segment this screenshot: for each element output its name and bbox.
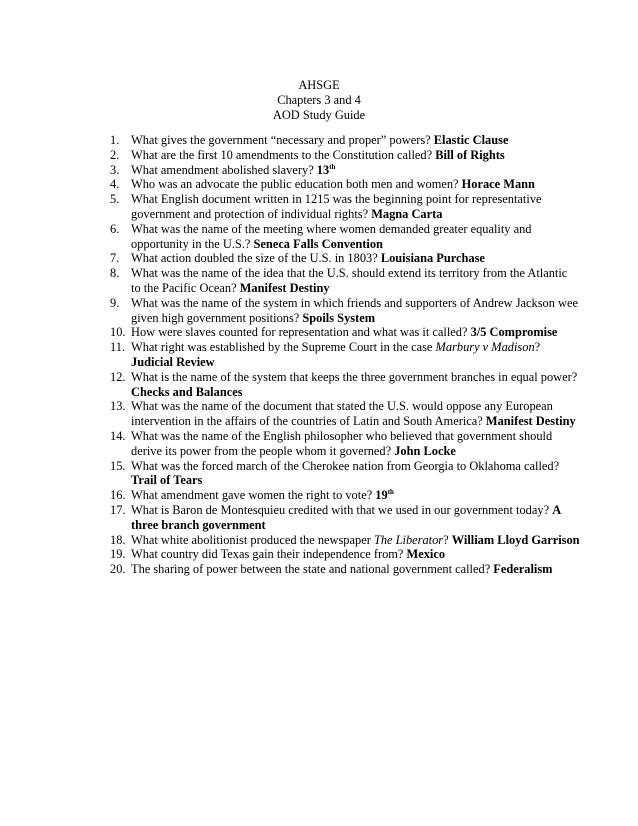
question-fragment: Who was an advocate the public education both men and women?	[131, 177, 462, 192]
question-list	[110, 133, 580, 577]
question-fragment: What was the name of the system in which friends and supporters of Andrew Jackson wee given high government positions?	[131, 295, 578, 325]
question-text	[131, 133, 580, 148]
answer-text: 3/5 Compromise	[470, 325, 558, 340]
answer-text: Mexico	[406, 547, 446, 562]
question-item	[110, 148, 580, 163]
question-text	[131, 370, 580, 400]
question-item	[110, 251, 580, 266]
question-number: 9.	[110, 295, 120, 310]
question-item	[110, 370, 580, 400]
question-number: 7.	[110, 251, 120, 266]
question-fragment: What right was established by the Supreme Court in the case	[131, 340, 436, 355]
ordinal-suffix: th	[329, 162, 336, 171]
question-text	[131, 177, 580, 192]
header-title: AHSGE	[298, 78, 340, 92]
question-text	[131, 266, 580, 296]
question-fragment: What action doubled the size of the U.S. in 1803?	[131, 251, 381, 266]
answer-text: Judicial Review	[131, 354, 215, 369]
question-item	[110, 547, 580, 562]
question-text	[131, 222, 580, 252]
question-item	[110, 266, 580, 296]
question-text	[131, 399, 580, 429]
document-header	[0, 78, 638, 123]
answer-text: Bill of Rights	[435, 147, 505, 162]
question-item	[110, 192, 580, 222]
question-fragment: What English document written in 1215 was the beginning point for representative government and protection of individual rights?	[131, 192, 542, 221]
italic-title: Marbury v Madison	[435, 340, 535, 355]
question-fragment: ?	[534, 340, 541, 355]
question-number: 5.	[110, 192, 120, 207]
ordinal-suffix: th	[387, 488, 394, 496]
question-item	[110, 533, 580, 548]
question-number: 17.	[110, 502, 126, 517]
question-fragment: What was the forced march of the Cherokee nation from Georgia to Oklahoma called?	[131, 458, 560, 473]
answer-text: Manifest Destiny	[485, 414, 576, 429]
question-text	[131, 192, 580, 222]
answer-text: William Lloyd Garrison	[451, 532, 580, 547]
question-fragment: What white abolitionist produced the newspaper	[131, 532, 374, 547]
question-fragment: What country did Texas gain their independence from?	[131, 547, 407, 562]
question-number: 19.	[110, 547, 126, 562]
question-text	[131, 148, 580, 163]
answer-text: Elastic Clause	[433, 133, 509, 147]
question-number: 2.	[110, 147, 120, 162]
answer-text: Magna Carta	[371, 206, 443, 221]
question-fragment: ?	[443, 532, 452, 547]
question-item	[110, 325, 580, 340]
question-fragment: What was the name of the idea that the U.S. should extend its territory from the Atlantic to the Pacific Ocean?	[131, 266, 568, 295]
question-number: 18.	[110, 532, 126, 547]
question-fragment: What gives the government “necessary and proper” powers?	[131, 133, 434, 147]
question-item	[110, 222, 580, 252]
answer-text: Horace Mann	[461, 177, 535, 192]
answer-text: Manifest Destiny	[239, 280, 330, 295]
question-number: 6.	[110, 221, 120, 236]
question-number: 13.	[110, 399, 126, 414]
question-text	[131, 562, 580, 577]
question-item	[110, 163, 580, 178]
question-number: 11.	[110, 340, 126, 355]
answer-text: Checks and Balances	[131, 384, 243, 399]
question-item	[110, 340, 580, 370]
answer-text: Spoils System	[302, 310, 376, 325]
question-fragment: What was the name of the meeting where women demanded greater equality and opportunity in the U.S.?	[131, 221, 532, 251]
question-number: 15.	[110, 458, 126, 473]
question-number: 3.	[110, 162, 120, 177]
question-fragment: What is Baron de Montesquieu credited with that we used in our government today?	[131, 502, 553, 517]
question-fragment: The sharing of power between the state and national government called?	[131, 562, 494, 577]
question-fragment: How were slaves counted for representation and what was it called?	[131, 325, 471, 340]
question-fragment: What amendment abolished slavery?	[131, 162, 317, 177]
question-text	[131, 296, 580, 326]
question-item	[110, 399, 580, 429]
question-number: 16.	[110, 488, 126, 503]
question-text	[131, 340, 580, 370]
question-number: 20.	[110, 562, 126, 577]
question-text	[131, 547, 580, 562]
answer-text: Trail of Tears	[131, 473, 203, 488]
question-fragment: What is the name of the system that keeps the three government branches in equal power?	[131, 369, 578, 384]
question-number: 10.	[110, 325, 126, 340]
question-text	[131, 325, 580, 340]
question-item	[110, 459, 580, 489]
question-number: 12.	[110, 369, 126, 384]
question-item	[110, 503, 580, 533]
answer-text: Seneca Falls Convention	[253, 236, 383, 251]
answer-text: John Locke	[394, 443, 456, 458]
question-item	[110, 429, 580, 459]
question-item	[110, 177, 580, 192]
question-number: 1.	[110, 133, 120, 147]
italic-title: The Liberator	[373, 532, 444, 547]
question-text	[131, 251, 580, 266]
question-fragment: What was the name of the English philosopher who believed that government should derive its power from the people whom it governed?	[131, 428, 553, 458]
answer-text: A three branch government	[131, 502, 561, 532]
header-chapters: Chapters 3 and 4	[277, 93, 361, 107]
answer-text: 13	[316, 162, 330, 177]
question-item	[110, 562, 580, 577]
answer-text: 19	[375, 488, 388, 503]
question-text	[131, 429, 580, 459]
question-number: 14.	[110, 428, 126, 443]
question-number: 4.	[110, 177, 120, 192]
question-fragment: What amendment gave women the right to vote?	[131, 488, 376, 503]
question-number: 8.	[110, 266, 120, 281]
question-text	[131, 163, 580, 178]
question-text	[131, 459, 580, 489]
question-text	[131, 488, 580, 503]
answer-text: Louisiana Purchase	[380, 251, 485, 266]
question-item	[110, 296, 580, 326]
answer-text: Federalism	[493, 562, 553, 577]
question-item	[110, 133, 580, 148]
header-subtitle: AOD Study Guide	[272, 108, 366, 122]
question-text	[131, 503, 580, 533]
question-item	[110, 488, 580, 503]
question-fragment: What are the first 10 amendments to the Constitution called?	[131, 147, 436, 162]
question-text	[131, 533, 580, 548]
question-fragment: What was the name of the document that stated the U.S. would oppose any European intervention in the affairs of the countries of Latin and South America?	[131, 399, 553, 429]
